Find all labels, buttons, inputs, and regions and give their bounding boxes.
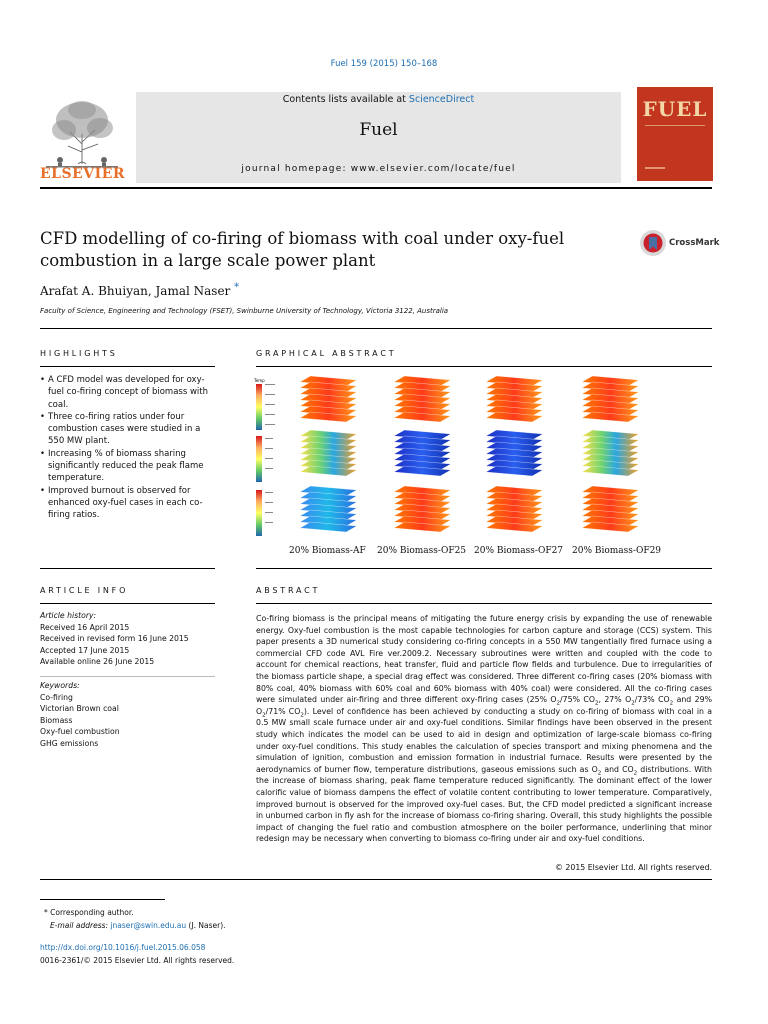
keyword: Oxy-fuel combustion <box>40 727 120 736</box>
keywords <box>40 680 215 749</box>
cover-title: FUEL <box>642 97 708 121</box>
abstract-copyright: © 2015 Elsevier Ltd. All rights reserved. <box>555 863 712 872</box>
legend-bar <box>256 436 262 482</box>
abstract-segment: /73% CO <box>634 695 670 705</box>
subscript: 2 <box>594 700 599 707</box>
elsevier-wordmark: ELSEVIER <box>40 166 126 182</box>
highlights-rule <box>40 366 215 367</box>
contents-line <box>136 94 621 105</box>
history-item: Received 16 April 2015 <box>40 622 130 632</box>
issn-line: 0016-2361/© 2015 Elsevier Ltd. All rights reserved. <box>40 956 235 965</box>
abstract-top-rule <box>256 568 712 569</box>
history-label: Article history: <box>40 611 97 620</box>
graphical-abstract-figure <box>252 374 672 546</box>
legend-bar <box>256 490 262 536</box>
title-rule <box>40 328 712 329</box>
article-info-rule <box>40 603 215 604</box>
footnote <box>44 906 226 932</box>
keyword: Victorian Brown coal <box>40 704 119 713</box>
abstract-heading: ABSTRACT <box>256 586 321 595</box>
abstract-segment: and 29% O <box>256 695 712 716</box>
journal-reference[interactable]: Fuel 159 (2015) 150–168 <box>330 59 438 69</box>
affiliation: Faculty of Science, Engineering and Technology (FSET), Swinburne University of Technology, Victoria 3122, Australia <box>40 307 449 315</box>
email-label: E-mail address: <box>50 921 111 930</box>
highlight-item: • Improved burnout is observed for enhanced oxy-fuel cases in each co-firing ratios. <box>40 485 215 522</box>
subscript: 2 <box>669 700 674 707</box>
legend-bar <box>256 384 262 430</box>
doi-block <box>40 941 234 967</box>
article-title <box>40 228 600 272</box>
highlight-item: • Increasing % of biomass sharing significantly reduced the peak flame temperature. <box>40 448 215 485</box>
abstract-segment: ). Level of confidence has been achieved by conducting a study on co-firing of biomass with coal in a 0.5 MW small scale furnace under air and oxy-fuel conditions. Similar findings have been observed in the present study which indicates the model can be used to aid in design and optimization of large-scale biomass co-firing under oxy-fuel conditions. This study enables the calculation of species transport and mixing phenomena and the simulation of ignition, combustion and emission formation in industrial furnace. Results were presented by the aerodynamics of burner flow, temperature distributions, gaseous emissions such as O <box>256 706 712 774</box>
article-info-top-rule <box>40 568 215 569</box>
keyword: Co-firing <box>40 692 73 702</box>
authors <box>40 282 239 298</box>
graphical-abstract-rule <box>256 366 712 367</box>
legend-title: Temp <box>254 378 265 383</box>
corresponding-author-note: * Corresponding author. <box>44 908 134 917</box>
contents-prefix: Contents lists available at <box>282 94 409 105</box>
keyword: Biomass <box>40 715 73 725</box>
title-line-2: combustion in a large scale power plant <box>40 251 376 270</box>
panel-label: 20% Biomass-OF25 <box>377 546 467 556</box>
abstract-bottom-rule <box>40 879 712 880</box>
crossmark-icon[interactable] <box>639 229 667 257</box>
author-names: Arafat A. Bhuiyan, Jamal Naser <box>40 284 231 298</box>
highlight-item: • A CFD model was developed for oxy-fuel co-firing concept of biomass with coal. <box>40 374 215 411</box>
abstract-segment: and CO <box>601 764 634 774</box>
journal-cover[interactable] <box>637 87 713 181</box>
panel-label: 20% Biomass-OF29 <box>572 546 662 556</box>
abstract-segment: /71% CO <box>265 706 301 716</box>
doi-link[interactable]: http://dx.doi.org/10.1016/j.fuel.2015.06.058 <box>40 943 206 952</box>
history-item: Available online 26 June 2015 <box>40 657 155 666</box>
crossmark-label[interactable]: CrossMark <box>669 238 720 248</box>
panel-label: 20% Biomass-AF <box>289 546 366 556</box>
keywords-divider <box>40 676 215 677</box>
subscript: 2 <box>300 712 304 719</box>
subscript: 2 <box>631 700 635 707</box>
journal-banner <box>136 92 621 183</box>
abstract-segment: distributions. With the increase of biomass sharing, peak flame temperature reduced significantly. The dominant effect of the lower calorific value of biomass dampens the effect of volatile content contributing to lower temperature. Comparatively, improved burnout is observed for the improved oxy-fuel cases. But, the CFD model predicted a significant increase in unburned carbon in fly ash for the increase of biomass co-firing sharing. Overall, this study highlights the possible impact of changing the fuel ratio and combustion atmosphere on the boiler performance, underlining that minor redesign may be necessary when converting to biomass co-firing under air and oxy-fuel conditions. <box>256 764 712 844</box>
article-history <box>40 610 215 668</box>
subscript: 2 <box>262 712 266 719</box>
header-rule <box>40 187 712 189</box>
highlights-list <box>40 374 215 522</box>
panel-label: 20% Biomass-OF27 <box>474 546 564 556</box>
highlights-heading: HIGHLIGHTS <box>40 349 118 358</box>
email-suffix: (J. Naser). <box>186 921 226 930</box>
history-item: Accepted 17 June 2015 <box>40 645 130 655</box>
abstract-text <box>256 613 712 845</box>
subscript: 2 <box>633 770 638 777</box>
journal-homepage[interactable]: journal homepage: www.elsevier.com/locate/fuel <box>241 164 516 174</box>
subscript: 2 <box>556 700 561 707</box>
corresponding-author-mark[interactable]: * <box>234 282 240 293</box>
abstract-segment: /75% CO <box>560 695 595 705</box>
abstract-segment: , 27% O <box>598 695 632 705</box>
email-link[interactable]: jnaser@swin.edu.au <box>110 921 187 930</box>
abstract-segment: Co-firing biomass is the principal means of mitigating the future energy crisis by expanding the use of renewable energy. Oxy-fuel combustion is the most capable technologies for carbon capture and storage (CCS) system. This paper presents a 3D numerical study considering co-firing concepts in a 550 MW tangentially fired furnace using a commercial CFD code AVL Fire ver.2009.2. Necessary subroutines were written and coupled with the code to account for chemical reactions, heat transfer, fluid and particle flow fields and turbulence. Due to irregularities of the biomass particle shape, a special drag effect was considered. Three different co-firing cases (20% biomass with 80% coal, 40% biomass with 60% coal and 60% biomass with 40% coal) were considered. All the co-firing cases were simulated under air-firing and three different oxy-firing cases (25% O <box>256 614 712 705</box>
graphical-abstract-heading: GRAPHICAL ABSTRACT <box>256 349 397 358</box>
keyword: GHG emissions <box>40 738 99 748</box>
footnote-rule <box>40 899 165 900</box>
sciencedirect-link[interactable]: ScienceDirect <box>408 94 475 105</box>
article-info-heading: ARTICLE INFO <box>40 586 129 595</box>
keywords-label: Keywords: <box>40 681 80 690</box>
title-line-1: CFD modelling of co-firing of biomass with coal under oxy-fuel <box>40 229 565 248</box>
history-item: Received in revised form 16 June 2015 <box>40 634 189 643</box>
journal-name: Fuel <box>359 120 398 140</box>
abstract-rule <box>256 603 712 604</box>
highlight-item: • Three co-firing ratios under four combustion cases were studied in a 550 MW plant. <box>40 411 215 448</box>
subscript: 2 <box>597 770 602 777</box>
